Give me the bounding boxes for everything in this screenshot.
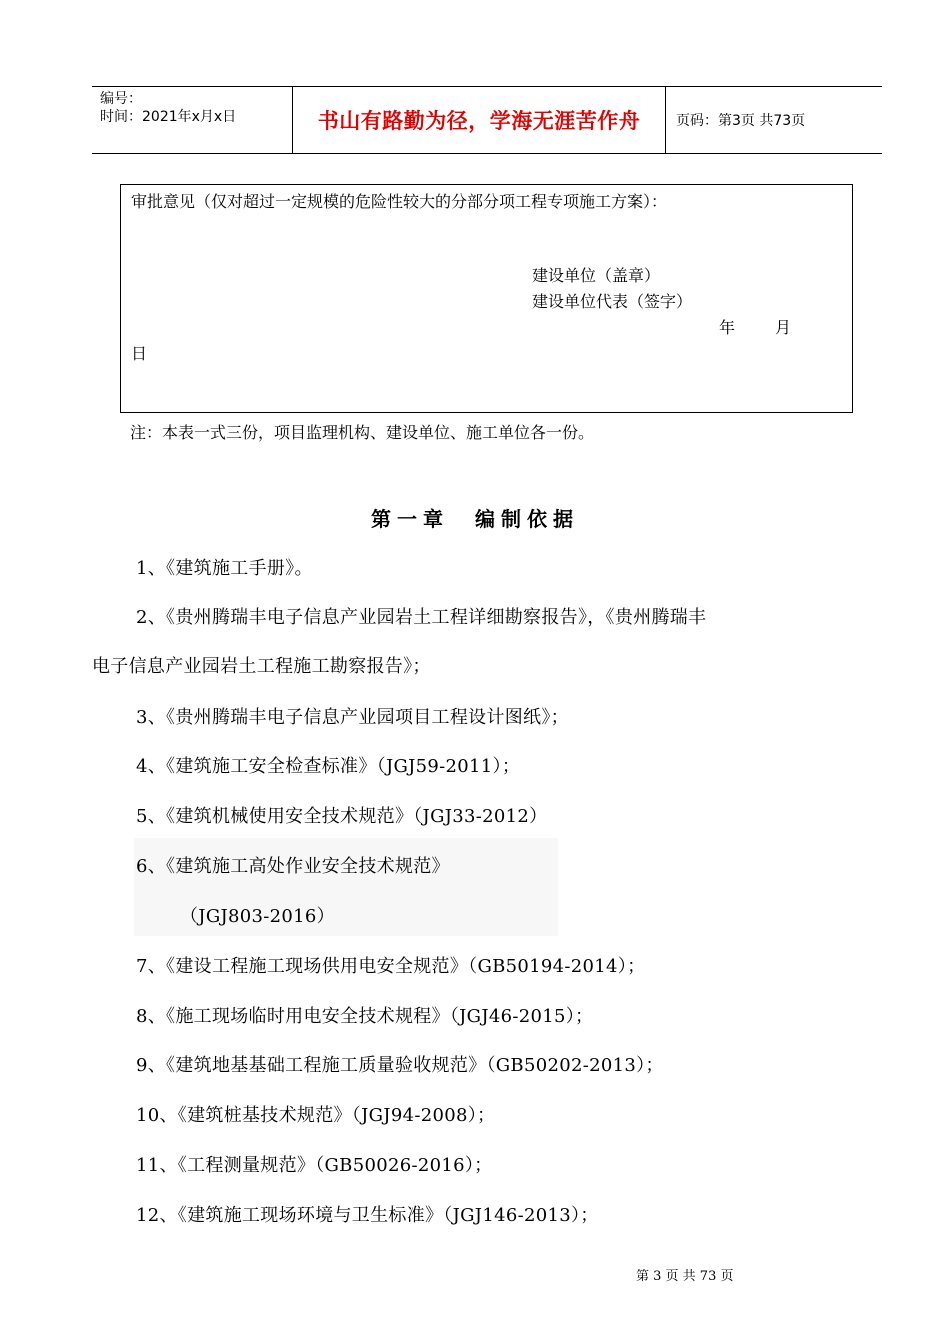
reference-item: 1、《建筑施工手册》。 <box>136 558 313 579</box>
approval-representative-signature: 建设单位代表（签字） <box>532 292 693 311</box>
reference-item: 7、《建设工程施工现场供用电安全规范》（GB50194-2014）； <box>136 956 646 977</box>
reference-item: 2、《贵州腾瑞丰电子信息产业园岩土工程详细勘察报告》，《贵州腾瑞丰 <box>136 607 707 628</box>
reference-item: 3、《贵州腾瑞丰电子信息产业园项目工程设计图纸》； <box>136 707 569 728</box>
reference-item: 4、《建筑施工安全检查标准》（JGJ59-2011）； <box>136 756 521 777</box>
table-note: 注：本表一式三份，项目监理机构、建设单位、施工单位各一份。 <box>130 423 595 442</box>
approval-day: 日 <box>131 344 148 363</box>
reference-item: 8、《施工现场临时用电安全技术规程》（JGJ46-2015）； <box>136 1006 594 1027</box>
reference-item-continuation: 电子信息产业园岩土工程施工勘察报告》； <box>92 656 431 677</box>
reference-item: 9、《建筑地基基础工程施工质量验收规范》（GB50202-2013）； <box>136 1055 664 1076</box>
reference-item: 12、《建筑施工现场环境与卫生标准》（JGJ146-2013）； <box>136 1205 599 1226</box>
approval-box <box>120 184 853 413</box>
reference-item: 11、《工程测量规范》（GB50026-2016）； <box>136 1155 493 1176</box>
approval-month: 月 <box>775 318 792 337</box>
header-meta <box>92 87 293 153</box>
reference-item: 5、《建筑机械使用安全技术规范》（JGJ33-2012） <box>136 806 548 827</box>
reference-item-continuation: （JGJ803-2016） <box>180 906 335 927</box>
reference-item: 6、《建筑施工高处作业安全技术规范》 <box>136 856 450 877</box>
document-number-label: 编号： <box>100 91 142 107</box>
chapter-title: 第一章 编制依据 <box>371 507 579 531</box>
header-page-number: 页码：第3页 共73页 <box>676 113 806 129</box>
approval-title: 审批意见（仅对超过一定规模的危险性较大的分部分项工程专项施工方案）： <box>131 192 668 211</box>
page-header <box>92 86 882 154</box>
approval-unit-seal: 建设单位（盖章） <box>532 266 661 285</box>
reference-item: 10、《建筑桩基技术规范》（JGJ94-2008）； <box>136 1105 496 1126</box>
document-time-label: 时间：2021年x月x日 <box>100 109 237 125</box>
page-footer: 第 3 页 共 73 页 <box>636 1269 734 1284</box>
header-motto: 书山有路勤为径，学海无涯苦作舟 <box>293 87 666 153</box>
approval-year: 年 <box>719 318 736 337</box>
